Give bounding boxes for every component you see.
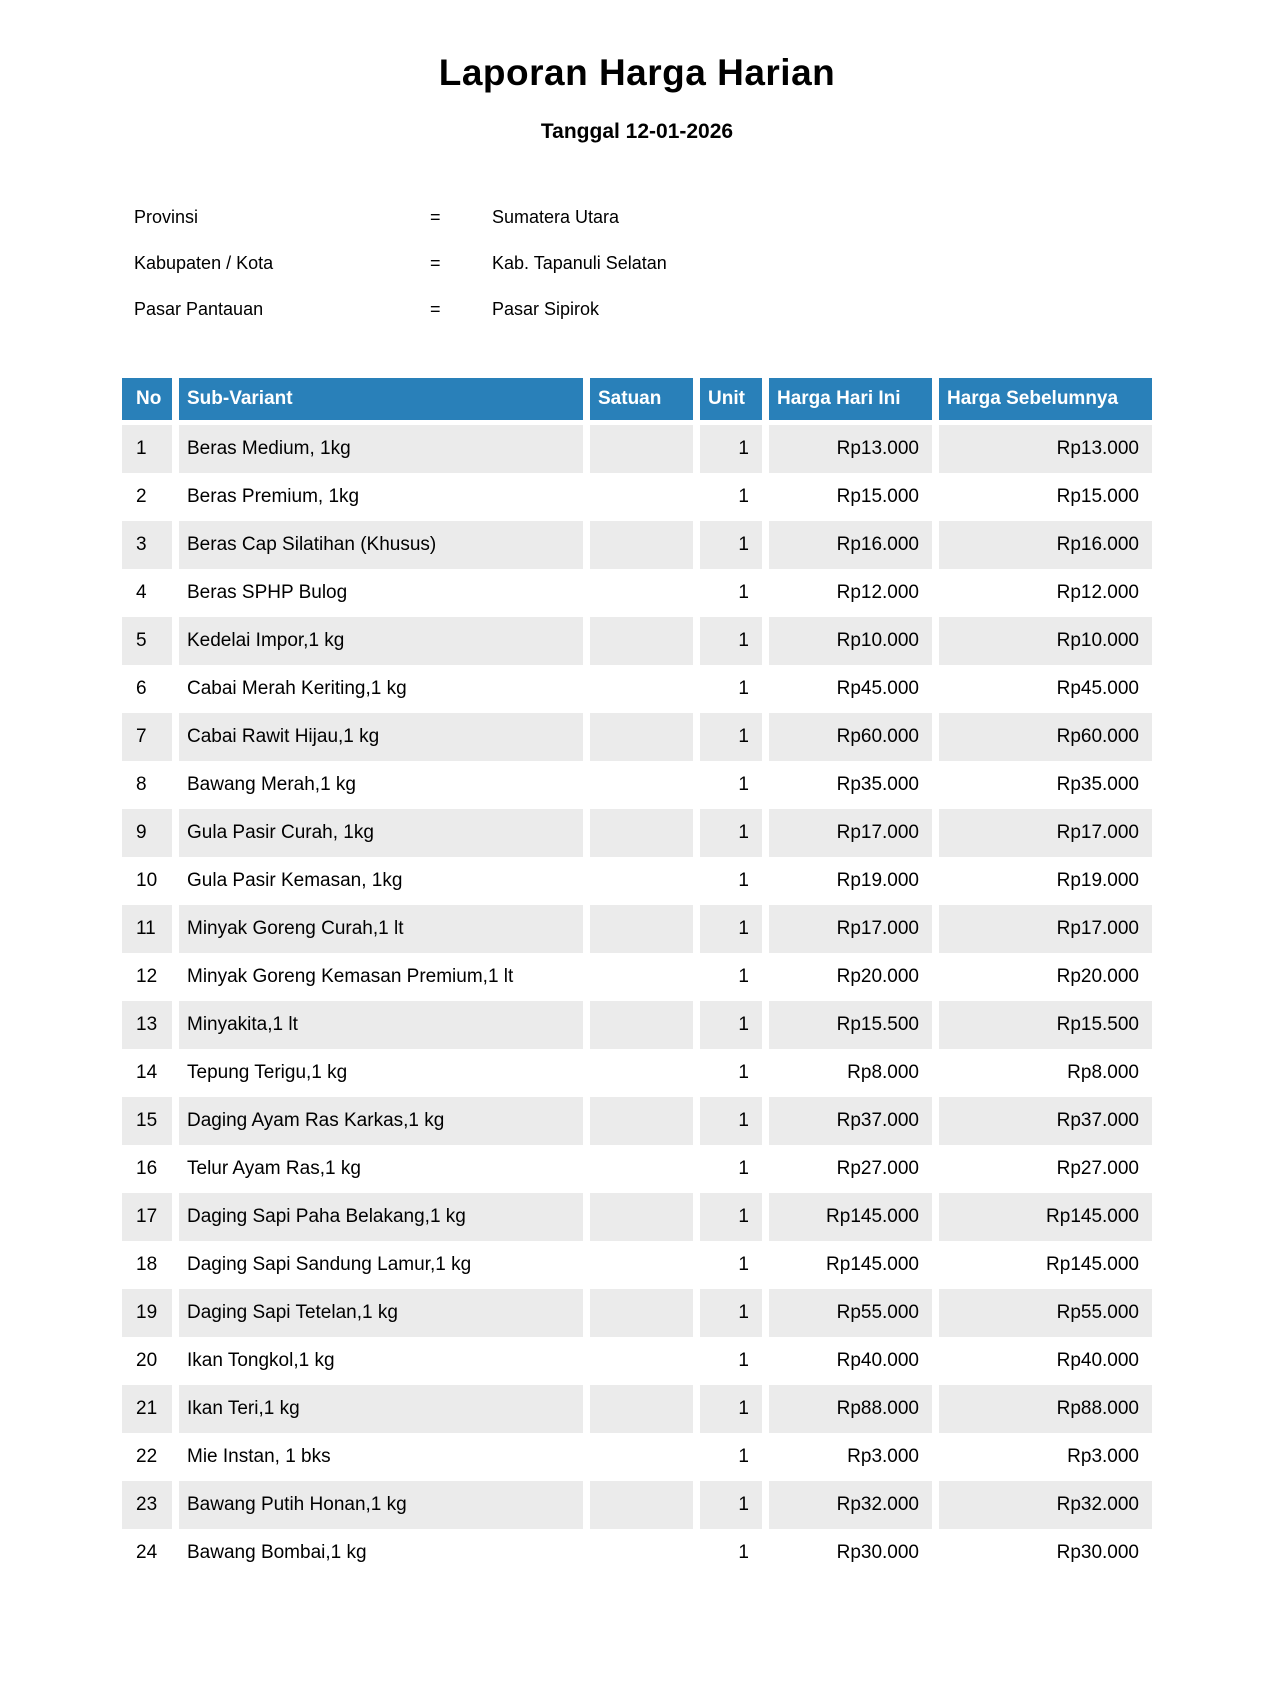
cell-satuan [583,1433,693,1481]
cell-sub-variant: Daging Sapi Paha Belakang,1 kg [172,1193,583,1241]
cell-harga-sebelumnya: Rp37.000 [932,1097,1152,1145]
cell-sub-variant: Gula Pasir Kemasan, 1kg [172,857,583,905]
cell-unit: 1 [693,953,762,1001]
cell-unit: 1 [693,1145,762,1193]
table-row [122,857,1152,905]
cell-satuan [583,1193,693,1241]
info-separator: = [430,206,441,227]
cell-harga-hari-ini: Rp45.000 [762,665,932,713]
cell-harga-hari-ini: Rp15.500 [762,1001,932,1049]
column-header-harga-sebelumnya: Harga Sebelumnya [932,378,1152,425]
cell-harga-sebelumnya: Rp35.000 [932,761,1152,809]
cell-sub-variant: Daging Ayam Ras Karkas,1 kg [172,1097,583,1145]
cell-sub-variant: Bawang Merah,1 kg [172,761,583,809]
cell-unit: 1 [693,1097,762,1145]
cell-harga-sebelumnya: Rp19.000 [932,857,1152,905]
cell-harga-sebelumnya: Rp145.000 [932,1241,1152,1289]
cell-satuan [583,617,693,665]
table-row [122,809,1152,857]
cell-no: 9 [122,809,172,857]
cell-harga-hari-ini: Rp32.000 [762,1481,932,1529]
cell-sub-variant: Ikan Teri,1 kg [172,1385,583,1433]
report-page [0,52,1275,1702]
cell-sub-variant: Kedelai Impor,1 kg [172,617,583,665]
table-row [122,761,1152,809]
table-row [122,713,1152,761]
cell-no: 6 [122,665,172,713]
cell-harga-hari-ini: Rp145.000 [762,1241,932,1289]
cell-satuan [583,569,693,617]
cell-no: 12 [122,953,172,1001]
cell-harga-hari-ini: Rp35.000 [762,761,932,809]
info-separator: = [430,252,441,273]
cell-harga-hari-ini: Rp27.000 [762,1145,932,1193]
cell-satuan [583,1289,693,1337]
cell-sub-variant: Bawang Putih Honan,1 kg [172,1481,583,1529]
info-row-pasar-pantauan [134,286,1152,332]
cell-no: 2 [122,473,172,521]
cell-no: 11 [122,905,172,953]
cell-sub-variant: Cabai Merah Keriting,1 kg [172,665,583,713]
info-label-pasar-pantauan: Pasar Pantauan [134,298,264,319]
cell-harga-hari-ini: Rp12.000 [762,569,932,617]
cell-no: 7 [122,713,172,761]
cell-unit: 1 [693,569,762,617]
cell-harga-sebelumnya: Rp12.000 [932,569,1152,617]
cell-harga-hari-ini: Rp20.000 [762,953,932,1001]
cell-sub-variant: Telur Ayam Ras,1 kg [172,1145,583,1193]
cell-satuan [583,905,693,953]
column-header-sub-variant: Sub-Variant [172,378,583,425]
cell-harga-sebelumnya: Rp3.000 [932,1433,1152,1481]
cell-no: 24 [122,1529,172,1577]
cell-sub-variant: Cabai Rawit Hijau,1 kg [172,713,583,761]
table-row [122,521,1152,569]
cell-satuan [583,1049,693,1097]
cell-satuan [583,425,693,473]
cell-harga-sebelumnya: Rp55.000 [932,1289,1152,1337]
cell-harga-hari-ini: Rp145.000 [762,1193,932,1241]
table-row [122,1193,1152,1241]
cell-unit: 1 [693,1433,762,1481]
column-header-no: No [122,378,172,425]
info-label-kabupaten-kota: Kabupaten / Kota [134,252,274,273]
cell-harga-sebelumnya: Rp10.000 [932,617,1152,665]
cell-satuan [583,521,693,569]
cell-unit: 1 [693,1193,762,1241]
report-date-subtitle: Tanggal 12-01-2026 [540,120,734,143]
cell-no: 21 [122,1385,172,1433]
cell-harga-hari-ini: Rp55.000 [762,1289,932,1337]
info-value-provinsi: Sumatera Utara [492,206,620,227]
cell-harga-sebelumnya: Rp27.000 [932,1145,1152,1193]
cell-satuan [583,809,693,857]
cell-harga-sebelumnya: Rp32.000 [932,1481,1152,1529]
cell-harga-sebelumnya: Rp145.000 [932,1193,1152,1241]
cell-satuan [583,1385,693,1433]
column-header-harga-hari-ini: Harga Hari Ini [762,378,932,425]
cell-satuan [583,1097,693,1145]
cell-harga-hari-ini: Rp8.000 [762,1049,932,1097]
cell-unit: 1 [693,1337,762,1385]
cell-satuan [583,1481,693,1529]
cell-no: 22 [122,1433,172,1481]
info-value-pasar-pantauan: Pasar Sipirok [492,298,600,319]
cell-harga-hari-ini: Rp13.000 [762,425,932,473]
cell-unit: 1 [693,809,762,857]
table-row [122,1433,1152,1481]
cell-harga-sebelumnya: Rp40.000 [932,1337,1152,1385]
cell-unit: 1 [693,473,762,521]
cell-harga-hari-ini: Rp16.000 [762,521,932,569]
table-row [122,1481,1152,1529]
cell-satuan [583,761,693,809]
cell-sub-variant: Minyak Goreng Curah,1 lt [172,905,583,953]
cell-unit: 1 [693,1049,762,1097]
table-row [122,473,1152,521]
cell-harga-sebelumnya: Rp16.000 [932,521,1152,569]
cell-satuan [583,713,693,761]
table-row [122,569,1152,617]
cell-harga-hari-ini: Rp60.000 [762,713,932,761]
cell-sub-variant: Bawang Bombai,1 kg [172,1529,583,1577]
cell-sub-variant: Gula Pasir Curah, 1kg [172,809,583,857]
cell-no: 17 [122,1193,172,1241]
cell-sub-variant: Minyakita,1 lt [172,1001,583,1049]
cell-satuan [583,665,693,713]
page-title: Laporan Harga Harian [438,52,836,93]
cell-harga-hari-ini: Rp10.000 [762,617,932,665]
cell-satuan [583,1145,693,1193]
column-header-unit: Unit [693,378,762,425]
table-row [122,953,1152,1001]
info-value-kabupaten-kota: Kab. Tapanuli Selatan [492,252,667,273]
cell-unit: 1 [693,1385,762,1433]
cell-unit: 1 [693,1241,762,1289]
cell-no: 20 [122,1337,172,1385]
cell-unit: 1 [693,521,762,569]
cell-sub-variant: Beras SPHP Bulog [172,569,583,617]
cell-no: 19 [122,1289,172,1337]
cell-sub-variant: Beras Cap Silatihan (Khusus) [172,521,583,569]
table-row [122,1289,1152,1337]
column-header-satuan: Satuan [583,378,693,425]
cell-harga-sebelumnya: Rp13.000 [932,425,1152,473]
cell-no: 15 [122,1097,172,1145]
cell-harga-sebelumnya: Rp30.000 [932,1529,1152,1577]
cell-harga-sebelumnya: Rp17.000 [932,905,1152,953]
cell-harga-sebelumnya: Rp8.000 [932,1049,1152,1097]
cell-no: 8 [122,761,172,809]
cell-unit: 1 [693,857,762,905]
table-row [122,1337,1152,1385]
cell-unit: 1 [693,905,762,953]
table-row [122,905,1152,953]
cell-satuan [583,473,693,521]
cell-sub-variant: Minyak Goreng Kemasan Premium,1 lt [172,953,583,1001]
cell-harga-sebelumnya: Rp15.500 [932,1001,1152,1049]
info-row-kabupaten-kota [134,240,1152,286]
table-row [122,1049,1152,1097]
cell-harga-hari-ini: Rp17.000 [762,809,932,857]
cell-satuan [583,1001,693,1049]
cell-sub-variant: Beras Premium, 1kg [172,473,583,521]
table-row [122,665,1152,713]
table-row [122,1001,1152,1049]
cell-harga-hari-ini: Rp88.000 [762,1385,932,1433]
table-row [122,617,1152,665]
cell-sub-variant: Mie Instan, 1 bks [172,1433,583,1481]
cell-no: 1 [122,425,172,473]
cell-sub-variant: Beras Medium, 1kg [172,425,583,473]
cell-harga-hari-ini: Rp37.000 [762,1097,932,1145]
cell-satuan [583,1529,693,1577]
cell-satuan [583,857,693,905]
cell-harga-hari-ini: Rp40.000 [762,1337,932,1385]
info-separator: = [430,298,441,319]
cell-no: 16 [122,1145,172,1193]
cell-no: 23 [122,1481,172,1529]
cell-harga-hari-ini: Rp15.000 [762,473,932,521]
cell-no: 10 [122,857,172,905]
cell-no: 18 [122,1241,172,1289]
cell-unit: 1 [693,1529,762,1577]
info-label-provinsi: Provinsi [134,206,199,227]
cell-harga-hari-ini: Rp17.000 [762,905,932,953]
cell-unit: 1 [693,761,762,809]
cell-harga-hari-ini: Rp19.000 [762,857,932,905]
report-info-section [122,194,1152,332]
cell-sub-variant: Daging Sapi Sandung Lamur,1 kg [172,1241,583,1289]
cell-harga-sebelumnya: Rp45.000 [932,665,1152,713]
cell-unit: 1 [693,425,762,473]
cell-no: 3 [122,521,172,569]
cell-sub-variant: Tepung Terigu,1 kg [172,1049,583,1097]
cell-unit: 1 [693,713,762,761]
cell-harga-hari-ini: Rp30.000 [762,1529,932,1577]
cell-no: 14 [122,1049,172,1097]
table-header-row [122,378,1152,425]
cell-satuan [583,953,693,1001]
cell-unit: 1 [693,617,762,665]
table-row [122,425,1152,473]
cell-harga-sebelumnya: Rp60.000 [932,713,1152,761]
cell-sub-variant: Daging Sapi Tetelan,1 kg [172,1289,583,1337]
daily-price-table [122,378,1152,1577]
cell-sub-variant: Ikan Tongkol,1 kg [172,1337,583,1385]
cell-satuan [583,1337,693,1385]
table-row [122,1097,1152,1145]
table-row [122,1385,1152,1433]
cell-harga-sebelumnya: Rp15.000 [932,473,1152,521]
cell-no: 4 [122,569,172,617]
cell-satuan [583,1241,693,1289]
cell-harga-hari-ini: Rp3.000 [762,1433,932,1481]
cell-no: 5 [122,617,172,665]
cell-harga-sebelumnya: Rp20.000 [932,953,1152,1001]
cell-unit: 1 [693,1289,762,1337]
cell-unit: 1 [693,1001,762,1049]
info-row-provinsi [134,194,1152,240]
table-row [122,1145,1152,1193]
cell-unit: 1 [693,1481,762,1529]
cell-no: 13 [122,1001,172,1049]
cell-unit: 1 [693,665,762,713]
price-table-body [122,425,1152,1577]
cell-harga-sebelumnya: Rp88.000 [932,1385,1152,1433]
cell-harga-sebelumnya: Rp17.000 [932,809,1152,857]
table-row [122,1529,1152,1577]
table-row [122,1241,1152,1289]
